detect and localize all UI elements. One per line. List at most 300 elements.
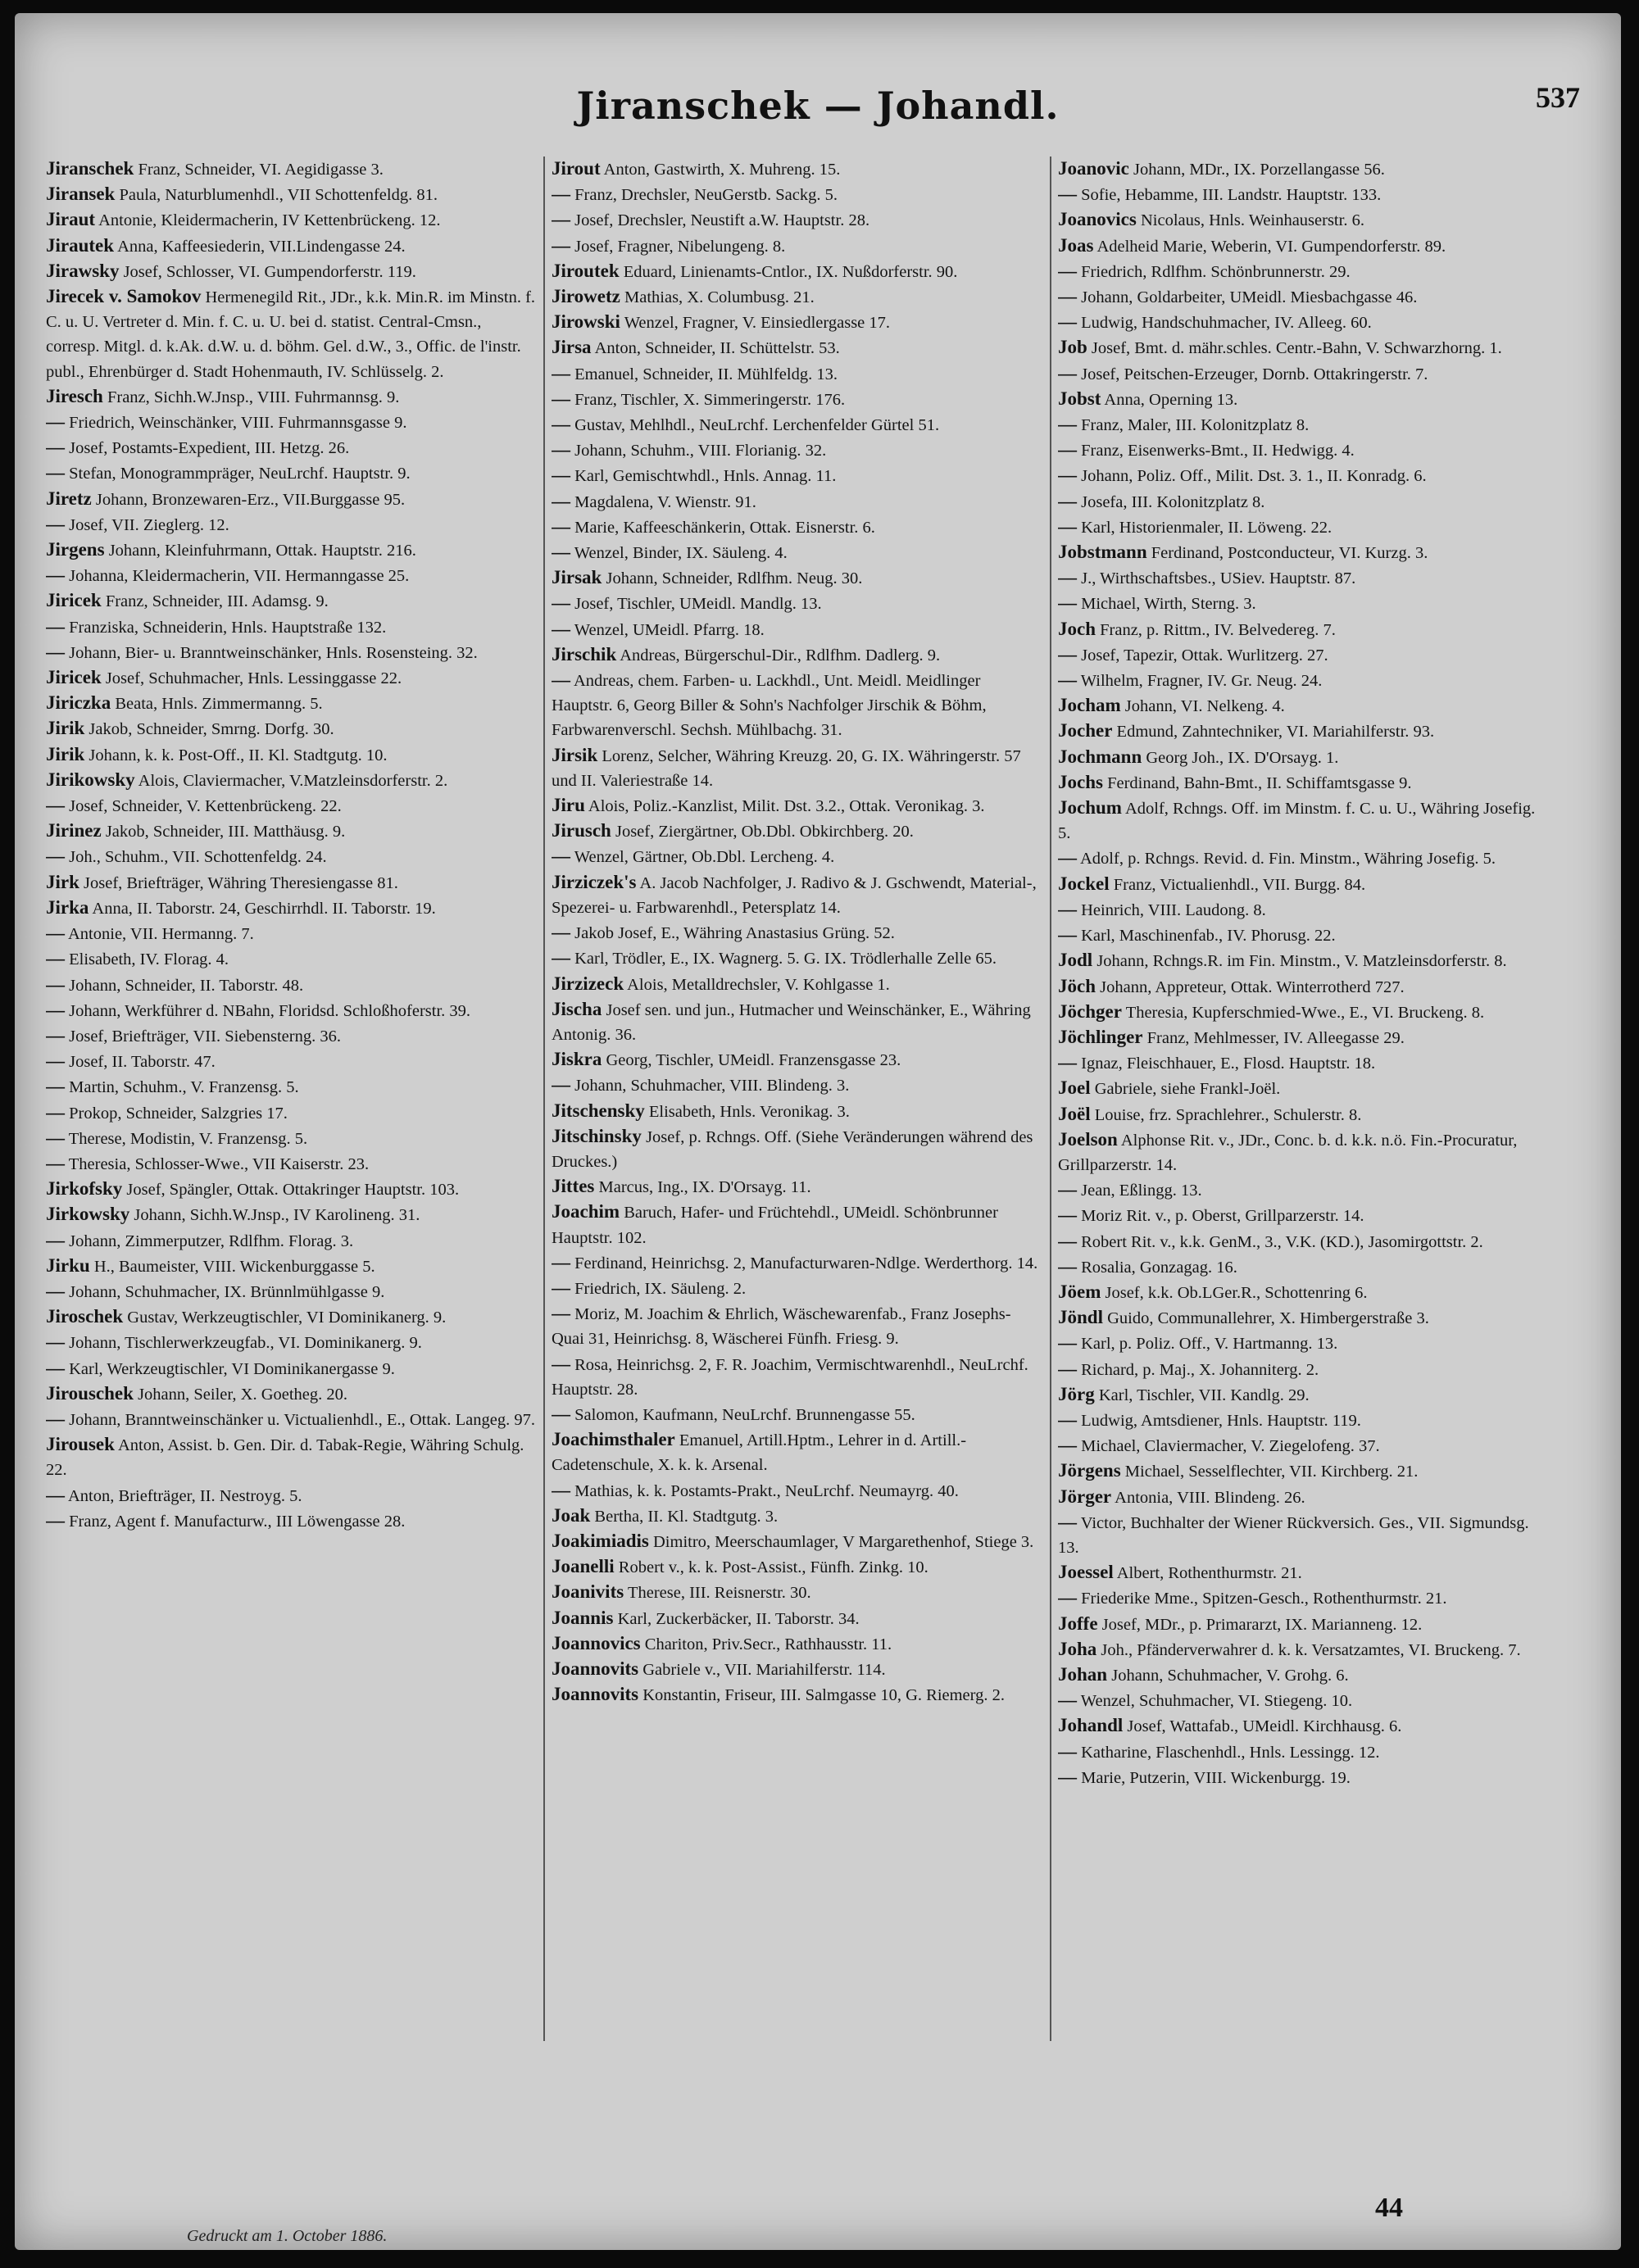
directory-entry	[46, 1100, 538, 1126]
entry-details: Georg Joh., IX. D'Orsayg. 1.	[1146, 748, 1339, 767]
directory-entry	[46, 1202, 538, 1227]
entry-surname: Jirikowsky	[46, 769, 135, 790]
entry-details: Johann, Werkführer d. NBahn, Floridsd. Schloßhoferstr. 39.	[69, 1001, 471, 1020]
directory-entry	[552, 743, 1043, 793]
entry-surname: Jöchlinger	[1058, 1026, 1143, 1047]
entry-details: Johann, Schneider, Rdlfhm. Neug. 30.	[606, 569, 863, 588]
entry-details: Josef, Spängler, Ottak. Ottakringer Hauptstr. 103.	[126, 1181, 460, 1200]
entry-surname: —	[552, 947, 570, 968]
entry-details: Wenzel, Schuhmacher, VI. Stiegeng. 10.	[1080, 1692, 1353, 1711]
directory-entry	[552, 259, 1043, 284]
directory-entry	[552, 997, 1043, 1047]
directory-entry	[46, 946, 538, 972]
entry-details: Josef, Drechsler, Neustift a.W. Hauptstr. 28.	[574, 211, 870, 230]
directory-entry	[1058, 948, 1550, 973]
directory-entry	[552, 207, 1043, 233]
directory-entry	[552, 1427, 1043, 1477]
entry-surname: —	[552, 439, 570, 460]
entry-surname: Jirowski	[552, 311, 620, 333]
entry-surname: Jischa	[552, 998, 602, 1019]
entry-surname: —	[1058, 1052, 1077, 1073]
entry-surname: Jirowetz	[552, 286, 620, 307]
entry-details: Antonie, Kleidermacherin, IV Kettenbrückeng. 12.	[98, 211, 441, 230]
page-header	[48, 72, 1588, 146]
entry-surname: —	[552, 1403, 570, 1424]
directory-entry	[552, 540, 1043, 565]
entry-details: Johann, Poliz. Off., Milit. Dst. 3. 1., II. Konradg. 6.	[1081, 467, 1427, 486]
entry-details: A. Jacob Nachfolger, J. Radivo & J. Gschwendt, Material-, Spezerei- u. Farbwarenhdl., Petersplatz 14.	[552, 873, 1037, 917]
directory-entry	[46, 665, 538, 691]
entry-details: Mathias, k. k. Postamts-Prakt., NeuLrchf. Neumayrg. 40.	[574, 1481, 959, 1500]
entry-surname: —	[46, 437, 65, 458]
directory-entry	[1058, 310, 1550, 335]
entry-details: Paula, Naturblumenhdl., VII Schottenfeldg. 81.	[119, 186, 438, 205]
entry-surname: —	[1058, 924, 1077, 946]
entry-details: Josef, MDr., p. Primararzt, IX. Marianneng. 12.	[1101, 1615, 1423, 1634]
entry-surname: Jörg	[1058, 1383, 1095, 1404]
entry-details: Albert, Rothenthurmstr. 21.	[1116, 1564, 1302, 1583]
entry-details: Joh., Pfänderverwahrer d. k. k. Versatzamtes, VI. Bruckeng. 7.	[1101, 1640, 1521, 1659]
directory-entry	[1058, 361, 1550, 387]
entry-surname: —	[46, 462, 65, 483]
directory-entry	[46, 384, 538, 410]
entry-details: Josefa, III. Kolonitzplatz 8.	[1081, 492, 1265, 511]
directory-entry	[552, 234, 1043, 259]
entry-surname: —	[46, 1509, 65, 1531]
directory-entry	[552, 1124, 1043, 1174]
directory-entry	[1058, 207, 1550, 233]
entry-details: Gustav, Mehlhdl., NeuLrchf. Lerchenfelder Gürtel 51.	[574, 416, 940, 435]
directory-entry	[46, 716, 538, 742]
entry-surname: Joannovics	[552, 1632, 641, 1653]
directory-entry	[46, 588, 538, 614]
entry-details: Michael, Sesselflechter, VII. Kirchberg. 21.	[1124, 1463, 1419, 1481]
directory-entry	[1058, 719, 1550, 744]
directory-entry	[46, 1407, 538, 1432]
entry-details: Wenzel, UMeidl. Pfarrg. 18.	[574, 620, 765, 639]
entry-details: Josef, Briefträger, VII. Siebensterng. 36.	[69, 1027, 341, 1046]
entry-surname: —	[1058, 260, 1077, 281]
entry-surname: —	[1058, 1179, 1077, 1200]
entry-surname: —	[46, 999, 65, 1020]
directory-entry	[1058, 1076, 1550, 1101]
directory-entry	[1058, 923, 1550, 948]
entry-details: Franz, Eisenwerks-Bmt., II. Hedwigg. 4.	[1081, 442, 1355, 460]
entry-surname: —	[552, 209, 570, 230]
directory-entry	[1058, 515, 1550, 540]
directory-entry	[46, 563, 538, 588]
entry-details: Johann, Zimmerputzer, Rdlfhm. Florag. 3.	[69, 1232, 354, 1250]
entry-details: Alois, Metalldrechsler, V. Kohlgasse 1.	[627, 975, 890, 994]
directory-entry	[46, 1023, 538, 1049]
directory-entry	[552, 972, 1043, 997]
directory-entry	[552, 565, 1043, 591]
entry-details: Dimitro, Meerschaumlager, V Margarethenhof, Stiege 3.	[653, 1532, 1034, 1551]
entry-surname: Jirzizeck	[552, 973, 624, 994]
directory-entry	[552, 946, 1043, 971]
entry-surname: —	[552, 1353, 570, 1374]
directory-entry	[552, 310, 1043, 335]
entry-surname: —	[552, 542, 570, 563]
directory-column-2	[552, 156, 1043, 2041]
directory-entry	[46, 1304, 538, 1330]
entry-details: Martin, Schuhm., V. Franzensg. 5.	[69, 1078, 299, 1097]
entry-surname: —	[552, 388, 570, 409]
entry-surname: —	[46, 973, 65, 995]
entry-details: Heinrich, VIII. Laudong. 8.	[1081, 900, 1266, 919]
entry-surname: Jöem	[1058, 1281, 1101, 1302]
entry-details: Gabriele, siehe Frankl-Joël.	[1094, 1080, 1281, 1099]
entry-surname: —	[552, 618, 570, 639]
directory-entry	[552, 156, 1043, 182]
entry-surname: —	[46, 1050, 65, 1072]
directory-entry	[552, 1250, 1043, 1276]
entry-surname: —	[1058, 592, 1077, 614]
directory-entry	[1058, 182, 1550, 207]
entry-surname: —	[1058, 1332, 1077, 1354]
entry-details: Jakob Josef, E., Währing Anastasius Grüng. 52.	[574, 924, 895, 943]
directory-entry	[1058, 1458, 1550, 1484]
entry-details: Anton, Schneider, II. Schüttelstr. 53.	[594, 339, 840, 358]
entry-details: Franz, Sichh.W.Jnsp., VIII. Fuhrmannsg. 9.	[107, 388, 400, 406]
directory-entry	[552, 438, 1043, 463]
entry-surname: Jittes	[552, 1176, 595, 1197]
directory-entry	[1058, 1127, 1550, 1177]
entry-details: Andreas, chem. Farben- u. Lackhdl., Unt. Meidl. Meidlinger Hauptstr. 6, Georg Biller & Sohn's Nachfolger Jirschik & Böhm, Farbwarenverschl. Sechsh. Mühlbachg. 31.	[552, 672, 987, 740]
entry-surname: Jodl	[1058, 950, 1093, 971]
directory-entry	[46, 1151, 538, 1177]
entry-surname: Jiriczka	[46, 692, 111, 714]
directory-entry	[552, 793, 1043, 819]
directory-entry	[552, 1631, 1043, 1657]
directory-entry	[1058, 1765, 1550, 1790]
directory-entry	[552, 387, 1043, 412]
entry-details: Moriz Rit. v., p. Oberst, Grillparzerstr. 14.	[1081, 1207, 1364, 1226]
entry-details: Theresia, Schlosser-Wwe., VII Kaiserstr. 23.	[68, 1154, 370, 1173]
entry-details: J., Wirthschaftsbes., USiev. Hauptstr. 87.	[1081, 569, 1356, 588]
directory-entry	[1058, 1560, 1550, 1585]
entry-surname: Jirka	[46, 896, 89, 918]
entry-surname: —	[1058, 515, 1077, 537]
entry-surname: Jöndl	[1058, 1307, 1103, 1328]
directory-entry	[1058, 463, 1550, 488]
print-date: Gedruckt am 1. October 1886.	[187, 2227, 388, 2245]
entry-details: Johann, VI. Nelkeng. 4.	[1124, 697, 1285, 716]
entry-surname: Joannovits	[552, 1658, 639, 1679]
directory-entry	[1058, 1510, 1550, 1560]
directory-entry	[46, 1330, 538, 1355]
directory-entry	[1058, 1025, 1550, 1050]
entry-surname: —	[1058, 567, 1077, 588]
entry-surname: Jirecek v. Samokov	[46, 286, 202, 307]
directory-entry	[46, 460, 538, 486]
directory-entry	[552, 412, 1043, 438]
entry-details: Ferdinand, Postconducteur, VI. Kurzg. 3.	[1151, 544, 1428, 563]
entry-details: Ferdinand, Bahn-Bmt., II. Schiffamtsgasse 9.	[1107, 773, 1412, 792]
entry-details: Karl, p. Poliz. Off., V. Hartmanng. 13.	[1081, 1335, 1338, 1354]
entry-surname: Joachim	[552, 1201, 620, 1222]
entry-surname: —	[1058, 1690, 1077, 1711]
directory-entry	[552, 1554, 1043, 1580]
entry-surname: Joch	[1058, 618, 1096, 639]
entry-surname: —	[46, 1076, 65, 1097]
entry-surname: Jobstmann	[1058, 542, 1147, 563]
entry-surname: Jirk	[46, 871, 79, 892]
directory-entry	[46, 640, 538, 665]
entry-surname: —	[552, 362, 570, 383]
entry-surname: Jirouschek	[46, 1382, 134, 1404]
entry-surname: Jöch	[1058, 975, 1096, 996]
directory-entry	[46, 742, 538, 768]
entry-surname: Jockel	[1058, 873, 1110, 894]
directory-entry	[46, 1074, 538, 1100]
entry-details: Nicolaus, Hnls. Weinhauserstr. 6.	[1140, 211, 1364, 230]
entry-details: Josef, Tapezir, Ottak. Wurlitzerg. 27.	[1081, 646, 1328, 665]
entry-details: Franz, Agent f. Manufacturw., III Löwengasse 28.	[69, 1512, 406, 1531]
entry-details: Karl, Trödler, E., IX. Wagnerg. 5. G. IX. Trödlerhalle Zelle 65.	[574, 950, 997, 968]
entry-details: Edmund, Zahntechniker, VI. Mariahilferstr. 93.	[1116, 723, 1435, 742]
entry-surname: —	[46, 1484, 65, 1505]
entry-surname: —	[46, 846, 65, 867]
entry-surname: Jiransek	[46, 184, 116, 205]
directory-entry	[46, 410, 538, 435]
entry-details: Katharine, Flaschenhdl., Hnls. Lessingg. 12.	[1081, 1743, 1380, 1762]
entry-surname: Joël	[1058, 1103, 1091, 1124]
entry-details: Ludwig, Handschuhmacher, IV. Alleeg. 60.	[1081, 314, 1372, 333]
directory-entry	[1058, 796, 1550, 846]
entry-details: Josef, p. Rchngs. Off. (Siehe Veränderungen während des Druckes.)	[552, 1127, 1033, 1171]
entry-surname: —	[46, 1127, 65, 1148]
directory-entry	[1058, 1408, 1550, 1433]
entry-details: Jakob, Schneider, III. Matthäusg. 9.	[105, 823, 346, 841]
entry-details: Mathias, X. Columbusg. 21.	[624, 288, 815, 307]
entry-details: Ignaz, Fleischhauer, E., Flosd. Hauptstr. 18.	[1081, 1055, 1376, 1073]
entry-surname: Jiresch	[46, 385, 103, 406]
directory-entry	[46, 844, 538, 869]
directory-entry	[46, 1126, 538, 1151]
entry-details: Johann, Rchngs.R. im Fin. Minstm., V. Matzleinsdorferstr. 8.	[1096, 952, 1507, 971]
entry-surname: —	[1058, 669, 1077, 691]
directory-entry	[1058, 974, 1550, 1000]
entry-details: Elisabeth, IV. Florag. 4.	[69, 950, 229, 969]
entry-surname: Jocham	[1058, 695, 1121, 716]
entry-surname: Jiroutek	[552, 260, 620, 281]
entry-surname: —	[46, 565, 65, 586]
entry-surname: Joanelli	[552, 1556, 615, 1577]
entry-surname: —	[552, 414, 570, 435]
entry-surname: Jirautek	[46, 234, 115, 256]
directory-entry	[552, 1099, 1043, 1124]
entry-details: Gabriele v., VII. Mariahilferstr. 114.	[642, 1660, 886, 1679]
directory-entry	[46, 1177, 538, 1202]
directory-entry	[46, 435, 538, 460]
entry-details: Anton, Assist. b. Gen. Dir. d. Tabak-Regie, Währing Schulg. 22.	[46, 1436, 524, 1480]
directory-entry	[552, 1504, 1043, 1529]
directory-entry	[1058, 156, 1550, 182]
entry-surname: Jiru	[552, 795, 585, 816]
entry-details: Richard, p. Maj., X. Johanniterg. 2.	[1081, 1360, 1319, 1379]
directory-entry	[1058, 1177, 1550, 1203]
entry-surname: —	[46, 1024, 65, 1046]
directory-entry	[552, 617, 1043, 642]
entry-details: Lorenz, Selcher, Währing Kreuzg. 20, G. IX. Währingerstr. 57 und II. Valeriestraße 14.	[552, 746, 1021, 790]
entry-surname: Jirawsky	[46, 260, 120, 281]
entry-surname: —	[552, 669, 570, 691]
entry-details: Josef, Schuhmacher, Hnls. Lessinggasse 22.	[105, 669, 402, 688]
directory-entry	[46, 921, 538, 946]
directory-entry	[46, 1254, 538, 1279]
directory-entry	[46, 793, 538, 819]
entry-details: Alois, Claviermacher, V.Matzleinsdorferstr. 2.	[138, 771, 448, 790]
directory-entry	[552, 1047, 1043, 1073]
entry-details: Johann, Sichh.W.Jnsp., IV Karolineng. 31.	[134, 1206, 420, 1225]
directory-entry	[46, 870, 538, 896]
directory-entry	[46, 896, 538, 921]
directory-entry	[1058, 617, 1550, 642]
directory-entry	[1058, 1050, 1550, 1076]
entry-surname: Joanivits	[552, 1581, 624, 1603]
entry-details: Andreas, Bürgerschul-Dir., Rdlfhm. Dadlerg. 9.	[620, 646, 941, 665]
entry-details: Franz, Tischler, X. Simmeringerstr. 176.	[574, 390, 846, 409]
entry-surname: —	[552, 184, 570, 205]
entry-details: Bertha, II. Kl. Stadtgutg. 3.	[594, 1507, 779, 1526]
entry-surname: —	[552, 922, 570, 943]
entry-surname: Jirik	[46, 743, 85, 764]
entry-details: Josef, Ziergärtner, Ob.Dbl. Obkirchberg. 20.	[615, 823, 914, 841]
entry-surname: Joha	[1058, 1638, 1097, 1659]
directory-entry	[552, 1478, 1043, 1504]
directory-entry	[46, 1508, 538, 1534]
entry-surname: —	[46, 641, 65, 662]
directory-entry	[552, 182, 1043, 207]
directory-entry	[1058, 1357, 1550, 1382]
directory-entry	[552, 1580, 1043, 1605]
entry-details: Karl, Maschinenfab., IV. Phorusg. 22.	[1081, 927, 1336, 946]
entry-details: Karl, Werkzeugtischler, VI Dominikanergasse 9.	[69, 1359, 395, 1378]
directory-entry	[46, 1483, 538, 1508]
directory-entry	[552, 668, 1043, 743]
directory-entry	[1058, 1713, 1550, 1739]
entry-details: Marie, Putzerin, VIII. Wickenburgg. 19.	[1081, 1768, 1351, 1787]
entry-details: Marie, Kaffeeschänkerin, Ottak. Eisnerstr. 6.	[574, 518, 875, 537]
entry-details: Michael, Claviermacher, V. Ziegelofeng. 37.	[1081, 1437, 1380, 1456]
entry-surname: Johan	[1058, 1663, 1108, 1685]
entry-surname: Jirout	[552, 158, 601, 179]
entry-details: Franz, Maler, III. Kolonitzplatz 8.	[1081, 416, 1310, 435]
entry-surname: —	[1058, 1511, 1077, 1532]
directory-entry	[552, 361, 1043, 387]
entry-details: Antonia, VIII. Blindeng. 26.	[1115, 1488, 1305, 1507]
directory-entry	[46, 512, 538, 538]
entry-details: Josef, II. Taborstr. 47.	[69, 1053, 216, 1072]
entry-surname: Jirsik	[552, 744, 598, 765]
entry-surname: Jirsa	[552, 337, 592, 358]
entry-surname: Jochum	[1058, 797, 1122, 819]
directory-entry	[1058, 565, 1550, 591]
directory-entry	[1058, 642, 1550, 668]
entry-surname: —	[1058, 643, 1077, 665]
entry-surname: Jirkofsky	[46, 1178, 123, 1200]
entry-details: Johann, Schuhmacher, V. Grohg. 6.	[1111, 1666, 1349, 1685]
entry-surname: Jörger	[1058, 1486, 1112, 1507]
entry-surname: Joanovics	[1058, 209, 1137, 230]
entry-details: Johann, Schuhmacher, VIII. Blindeng. 3.	[574, 1077, 850, 1095]
directory-entry	[1058, 846, 1550, 871]
directory-entry	[1058, 284, 1550, 310]
entry-surname: —	[552, 465, 570, 486]
entry-surname: —	[46, 1357, 65, 1378]
directory-entry	[1058, 872, 1550, 897]
directory-entry	[46, 973, 538, 998]
entry-details: Alphonse Rit. v., JDr., Conc. b. d. k.k. n.ö. Fin.-Procuratur, Grillparzerstr. 14.	[1058, 1131, 1518, 1174]
entry-surname: —	[552, 515, 570, 537]
entry-details: Louise, frz. Sprachlehrer., Schulerstr. 8.	[1094, 1105, 1362, 1124]
directory-entry	[1058, 1433, 1550, 1458]
directory-entry	[552, 1402, 1043, 1427]
directory-entry	[1058, 1688, 1550, 1713]
entry-details: Franz, Schneider, VI. Aegidigasse 3.	[138, 161, 384, 179]
entry-surname: —	[1058, 898, 1077, 919]
directory-entry	[1058, 1280, 1550, 1305]
entry-details: Jakob, Schneider, Smrng. Dorfg. 30.	[89, 720, 334, 739]
entry-surname: —	[552, 490, 570, 511]
directory-entry	[552, 1606, 1043, 1631]
directory-entry	[552, 1174, 1043, 1200]
entry-surname: —	[46, 948, 65, 969]
entry-details: Rosalia, Gonzagag. 16.	[1081, 1258, 1237, 1277]
directory-entry	[46, 615, 538, 640]
entry-surname: —	[1058, 1255, 1077, 1277]
entry-details: Prokop, Schneider, Salzgries 17.	[69, 1104, 288, 1123]
entry-details: Moriz, M. Joachim & Ehrlich, Wäschewarenfab., Franz Josephs-Quai 31, Heinrichsg. 8, Wäscherei Fünfh. Friesg. 9.	[552, 1305, 1011, 1349]
entry-details: Elisabeth, Hnls. Veronikag. 3.	[648, 1102, 850, 1121]
entry-details: Jean, Eßlingg. 13.	[1081, 1182, 1202, 1200]
entry-surname: —	[46, 923, 65, 944]
entry-details: Friedrich, Weinschänker, VIII. Fuhrmannsgasse 9.	[69, 414, 407, 433]
entry-details: Josef, Tischler, UMeidl. Mandlg. 13.	[574, 595, 822, 614]
entry-details: Anton, Gastwirth, X. Muhreng. 15.	[603, 161, 841, 179]
entry-surname: Jitschinsky	[552, 1125, 642, 1146]
entry-surname: —	[552, 846, 570, 867]
entry-surname: —	[1058, 1408, 1077, 1430]
entry-details: Therese, Modistin, V. Franzensg. 5.	[68, 1129, 308, 1148]
entry-details: Antonie, VII. Hermanng. 7.	[68, 925, 254, 944]
entry-surname: Jiroschek	[46, 1306, 124, 1327]
directory-entry	[46, 207, 538, 233]
directory-column-1	[46, 156, 538, 2041]
directory-entry	[552, 1529, 1043, 1554]
entry-details: Josef, Schlosser, VI. Gumpendorferstr. 119.	[123, 262, 416, 281]
entry-details: Anna, II. Taborstr. 24, Geschirrhdl. II. Taborstr. 19.	[92, 899, 436, 918]
entry-details: Johanna, Kleidermacherin, VII. Hermanngasse 25.	[69, 567, 410, 586]
directory-entry	[552, 870, 1043, 920]
directory-entry	[46, 284, 538, 384]
entry-details: Josef, Peitschen-Erzeuger, Dornb. Ottakringerstr. 7.	[1081, 365, 1428, 383]
entry-details: H., Baumeister, VIII. Wickenburggasse 5.	[93, 1257, 375, 1276]
entry-details: Karl, Zuckerbäcker, II. Taborstr. 34.	[617, 1609, 860, 1628]
entry-surname: Jirkowsky	[46, 1204, 130, 1225]
entry-surname: Joakimiadis	[552, 1530, 649, 1551]
entry-details: Baruch, Hafer- und Früchtehdl., UMeidl. Schönbrunner Hauptstr. 102.	[552, 1204, 998, 1247]
entry-surname: —	[46, 795, 65, 816]
entry-details: Adolf, Rchngs. Off. im Minstm. f. C. u. U., Währing Josefig. 5.	[1058, 800, 1536, 843]
entry-surname: Jirgens	[46, 539, 105, 560]
directory-entry	[46, 234, 538, 259]
entry-surname: —	[1058, 1230, 1077, 1251]
directory-entry	[46, 998, 538, 1023]
sheet-signature: 44	[1375, 2193, 1403, 2223]
entry-surname: Job	[1058, 337, 1087, 358]
